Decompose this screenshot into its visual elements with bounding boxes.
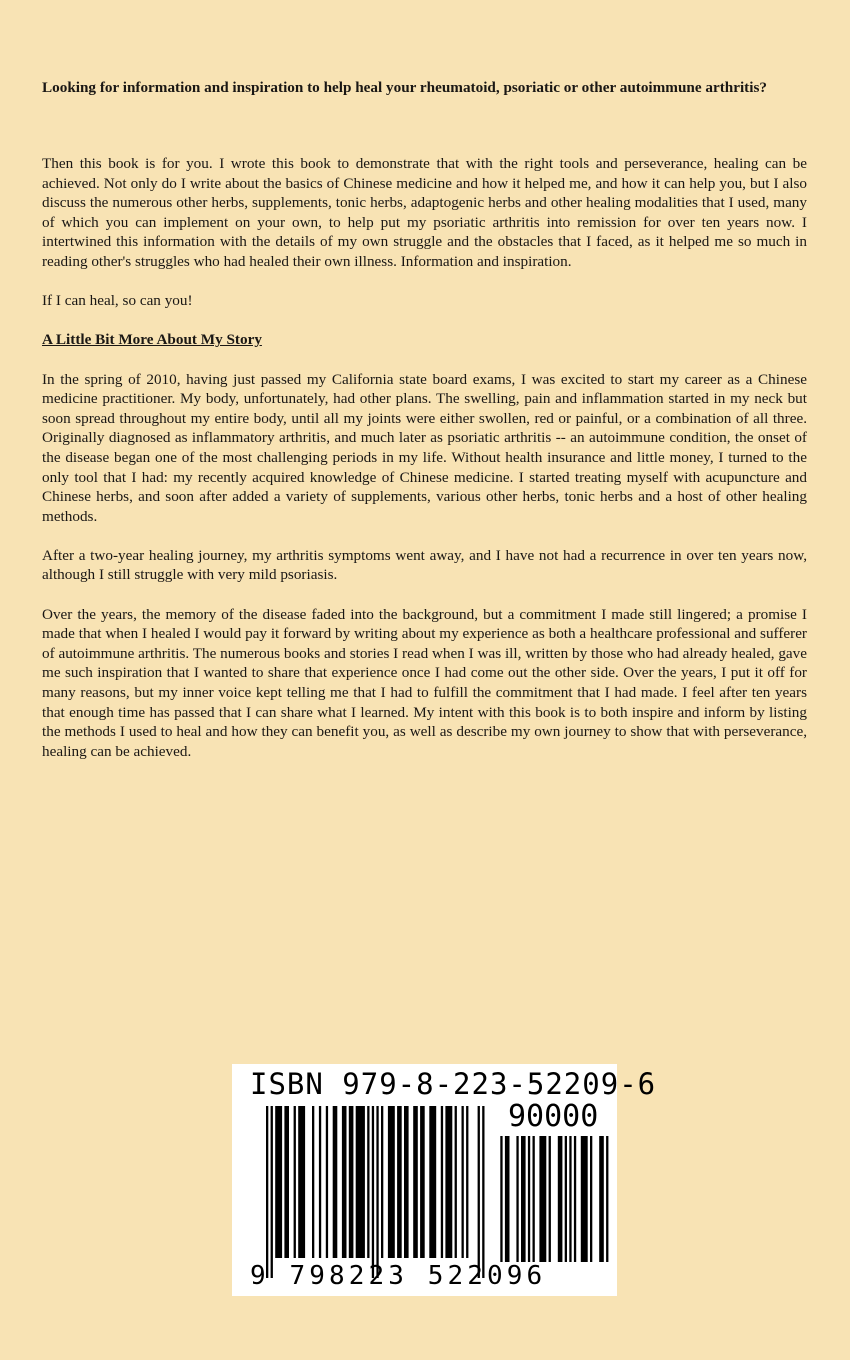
barcode-bar (581, 1136, 588, 1262)
barcode-bar (549, 1136, 551, 1262)
barcode-bar (356, 1106, 365, 1258)
barcode-bar (312, 1106, 314, 1258)
barcode-bar (388, 1106, 395, 1258)
barcode-bar (333, 1106, 338, 1258)
barcode-bar (478, 1106, 480, 1278)
barcode-bar (342, 1106, 347, 1258)
barcode-bar (599, 1136, 604, 1262)
barcode-bar (590, 1136, 592, 1262)
barcode-bar (606, 1136, 608, 1262)
tagline: Looking for information and inspiration to help heal your rheumatoid, psoriatic or other autoimmune arthritis? (42, 79, 767, 96)
barcode-bar (482, 1106, 484, 1278)
barcode-bar (294, 1106, 296, 1258)
barcode-bar (521, 1136, 526, 1262)
barcode-bar (558, 1136, 563, 1262)
barcode-bar (397, 1106, 402, 1258)
barcode-bar (326, 1106, 328, 1258)
barcode-bar (420, 1106, 425, 1258)
barcode-bar (372, 1106, 374, 1278)
barcode-bar (528, 1136, 530, 1262)
story-paragraph: After a two-year healing journey, my arthritis symptoms went away, and I have not had a recurrence in over ten years now, although I still struggle with very mild psoriasis. (42, 546, 807, 584)
barcode-bar (284, 1106, 289, 1258)
ean-digits: 9 798223 522096 (250, 1261, 547, 1291)
story-heading: A Little Bit More About My Story (42, 331, 262, 349)
barcode-bar (367, 1106, 369, 1258)
barcode-bar (376, 1106, 378, 1278)
intro-paragraph: Then this book is for you. I wrote this book to demonstrate that with the right tools and perseverance, healing can be achieved. Not only do I write about the basics of Chinese medicine and how it helped me, and how it can help you, but I also discuss the numerous other herbs, supplements, tonic herbs, adaptogenic herbs and other healing modalities that I used, many of which you can implement on your own, to help put my psoriatic arthritis into remission for over ten years now. I intertwined this information with the details of my own struggle and the obstacles that I faced, as it helped me so much in reading other's struggles who had healed their own illness. Information and inspiration. (42, 155, 807, 270)
barcode-bar (539, 1136, 546, 1262)
barcode-bar (429, 1106, 436, 1258)
barcode-bar (441, 1106, 443, 1258)
barcode-bar (574, 1136, 576, 1262)
barcode-bar (271, 1106, 273, 1278)
barcode-bar (533, 1136, 535, 1262)
back-cover-text (42, 78, 807, 781)
barcode-bar (319, 1106, 321, 1258)
barcode-bar (462, 1106, 464, 1258)
motto: If I can heal, so can you! (42, 292, 193, 310)
barcode-bar (445, 1106, 452, 1258)
barcode-bar (505, 1136, 510, 1262)
barcode-bar (565, 1136, 567, 1262)
barcode-bar (349, 1106, 354, 1258)
barcode-bar (275, 1106, 282, 1258)
isbn-barcode (232, 1064, 657, 1296)
barcode-bar (413, 1106, 418, 1258)
barcode-bar (455, 1106, 457, 1258)
barcode-bar (466, 1106, 468, 1258)
barcode-bar (516, 1136, 518, 1262)
barcode-bar (404, 1106, 409, 1258)
isbn-label: ISBN 979-8-223-52209-6 (250, 1067, 657, 1101)
story-paragraph: In the spring of 2010, having just passed my California state board exams, I was excited to start my career as a Chinese medicine practitioner. My body, unfortunately, had other plans. The swelling, pain and inflammation started in my neck but soon spread throughout my entire body, until all my joints were either swollen, red or painful, or a combination of all three. Originally diagnosed as inflammatory arthritis, and much later as psoriatic arthritis -- an autoimmune condition, the onset of the disease began one of the most challenging periods in my life. Without health insurance and little money, I turned to the only tool that I had: my recently acquired knowledge of Chinese medicine. I started treating myself with acupuncture and Chinese herbs, and soon after added a variety of supplements, various other herbs, tonic herbs and a host of other healing methods. (42, 370, 807, 525)
barcode-bar (266, 1106, 268, 1278)
barcode-bar (569, 1136, 571, 1262)
story-paragraph: Over the years, the memory of the disease faded into the background, but a commitment I made still lingered; a promise I made that when I healed I would pay it forward by writing about my experience as both a healthcare professional and sufferer of autoimmune arthritis. The numerous books and stories I read when I was ill, written by those who had already healed, gave me such inspiration that I wanted to share that experience once I had come out the other side. Over the years, I put it off for many reasons, but my inner voice kept telling me that I had to fulfill the commitment that I had made. I feel after ten years that enough time has passed that I can share what I learned. My intent with this book is to both inspire and inform by listing the methods I used to heal and how they can benefit you, as well as describe my own journey to show that with perseverance, healing can be achieved. (42, 605, 807, 760)
barcode-bar (381, 1106, 383, 1258)
price-code: 90000 (508, 1099, 599, 1134)
barcode-bar (500, 1136, 502, 1262)
barcode-bar (298, 1106, 305, 1258)
